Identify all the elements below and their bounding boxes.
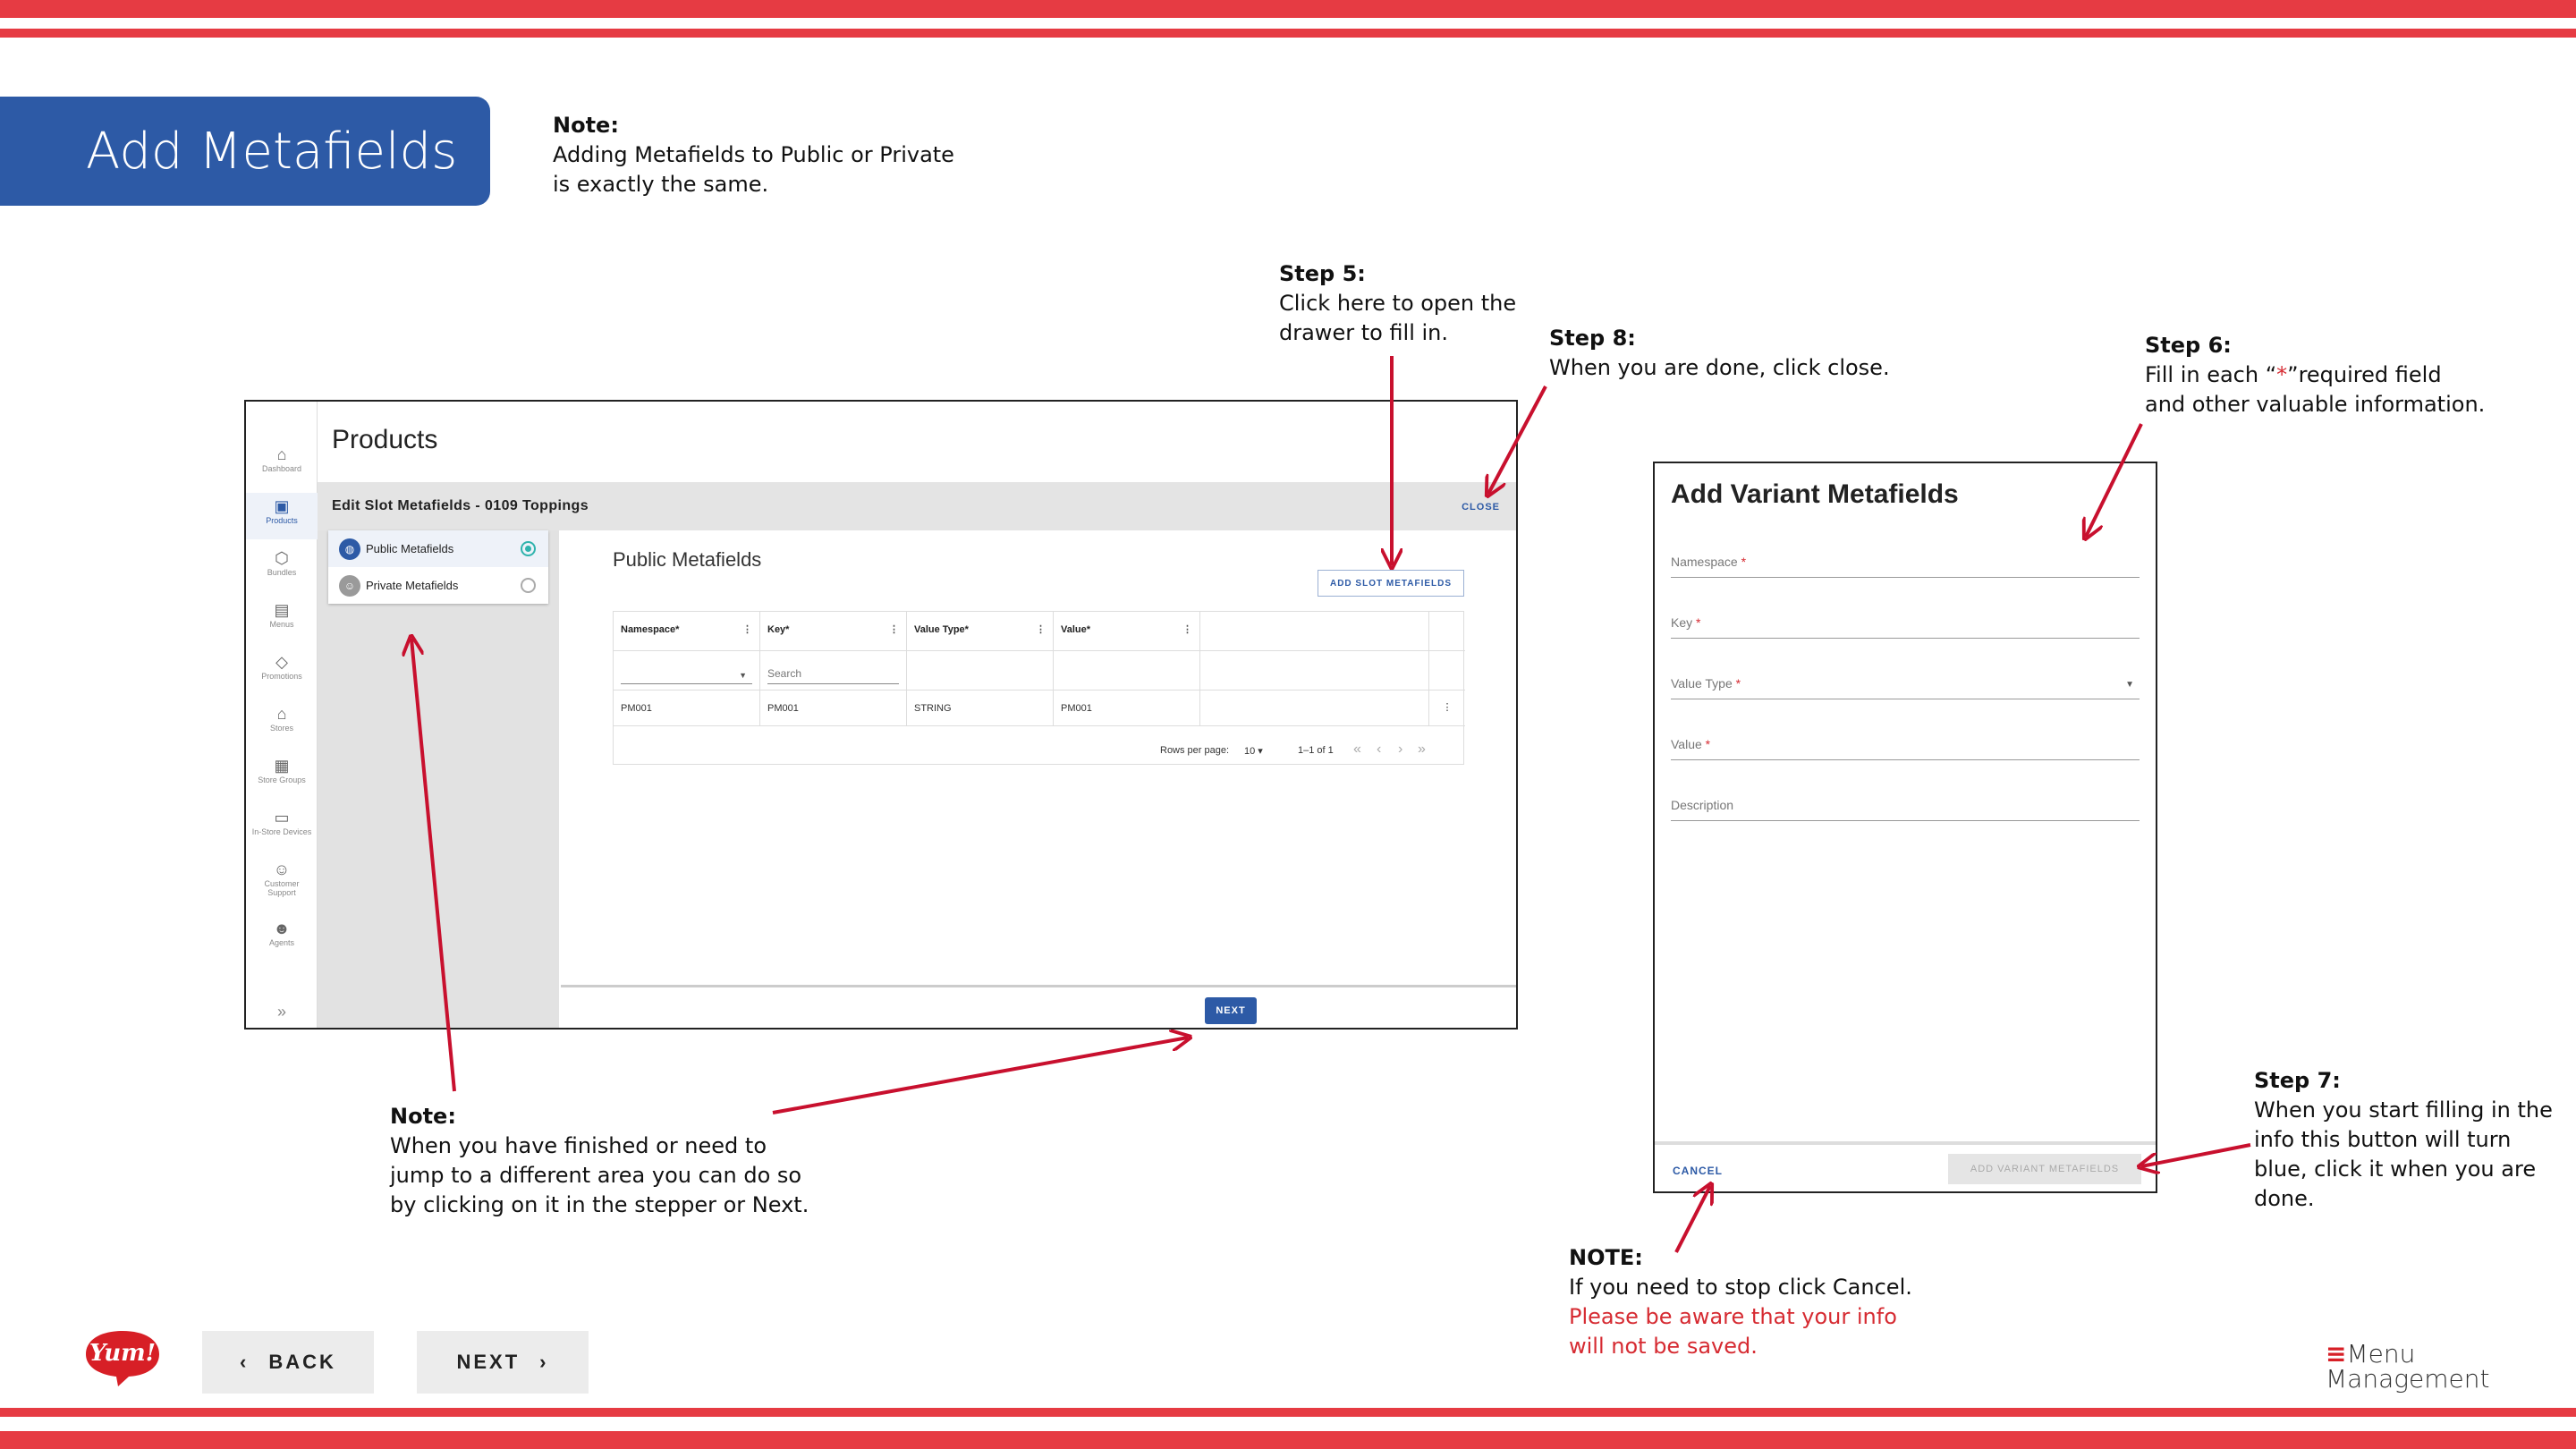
stepper-next-button[interactable]: NEXT <box>1205 997 1257 1024</box>
rail-item-label: Store Groups <box>258 775 306 784</box>
table-cell: PM001 <box>614 691 760 726</box>
column-menu-icon[interactable]: ⋮ <box>889 624 899 635</box>
bottom-stripe-thin <box>0 1408 2576 1417</box>
yum-logo <box>84 1327 161 1388</box>
step7-line2: info this button will turn <box>2254 1127 2512 1152</box>
first-page-icon[interactable]: « <box>1353 741 1361 757</box>
step8-line1: When you are done, click close. <box>1549 355 1890 380</box>
rail-item-label: Bundles <box>267 568 297 577</box>
rail-item-label-line2: Support <box>267 888 296 897</box>
box-icon: ▣ <box>274 497 290 515</box>
products-title: Products <box>332 425 438 454</box>
namespace-field[interactable]: Namespace * <box>1671 542 2140 578</box>
chevron-left-icon: ‹ <box>240 1351 250 1373</box>
top-note-line1: Adding Metafields to Public or Private <box>553 142 954 167</box>
edit-slot-title: Edit Slot Metafields - 0109 Toppings <box>332 498 589 513</box>
arrow-step7 <box>2141 1145 2250 1166</box>
back-label: BACK <box>268 1351 336 1373</box>
home-icon: ⌂ <box>276 445 287 463</box>
cube-icon: ⬡ <box>275 549 289 567</box>
dropdown-caret-icon: ▼ <box>739 671 747 680</box>
column-menu-icon[interactable]: ⋮ <box>742 624 752 635</box>
step5-line2: drawer to fill in. <box>1279 320 1449 345</box>
document-icon: ▤ <box>274 601 290 619</box>
rail-item-label: Products <box>266 516 298 525</box>
user-lock-icon: ☺ <box>339 575 360 597</box>
add-slot-metafields-button[interactable]: ADD SLOT METAFIELDS <box>1318 570 1464 597</box>
step8-heading: Step 8: <box>1549 326 1636 351</box>
step6-line1-b: ”required field <box>2287 362 2442 387</box>
arrow-note-next <box>773 1038 1188 1113</box>
top-note-line2: is exactly the same. <box>553 172 769 197</box>
chevron-right-icon: › <box>539 1351 549 1373</box>
close-button[interactable]: CLOSE <box>1462 502 1500 513</box>
next-page-icon[interactable]: › <box>1398 741 1403 757</box>
step5-heading: Step 5: <box>1279 261 1366 286</box>
dropdown-caret-icon: ▼ <box>2125 680 2134 690</box>
arrow-note-stepper <box>411 639 454 1091</box>
rail-item-label: Stores <box>269 724 293 733</box>
cancel-note-warn1: Please be aware that your info <box>1569 1304 1897 1329</box>
row-menu-icon[interactable]: ⋮ <box>1429 691 1465 726</box>
add-variant-metafields-button[interactable]: ADD VARIANT METAFIELDS <box>1948 1154 2141 1184</box>
rail-item-label: Customer <box>264 879 300 888</box>
cancel-button[interactable]: CANCEL <box>1673 1165 1723 1177</box>
value-type-select[interactable]: Value Type * ▼ <box>1671 664 2140 699</box>
step6-star: * <box>2276 362 2288 387</box>
arrow-step8 <box>1488 386 1546 494</box>
bottom-stripe-thick <box>0 1431 2576 1449</box>
support-icon: ☺ <box>273 860 291 878</box>
step6-line1-a: Fill in each “ <box>2145 362 2277 387</box>
bottom-note-line1: When you have finished or need to <box>390 1133 767 1158</box>
svg-text:Yum!: Yum! <box>89 1340 157 1367</box>
rows-per-page-label: Rows per page: <box>1160 745 1230 756</box>
monitor-icon: ▭ <box>274 809 290 826</box>
step7-line4: done. <box>2254 1186 2315 1211</box>
tag-icon: ◇ <box>275 653 288 671</box>
col-value-type-label: Value Type* <box>914 624 969 635</box>
page-title: Add Metafields <box>0 97 490 206</box>
rail-item-label: In-Store Devices <box>251 827 312 836</box>
table-cell: PM001 <box>1054 691 1200 726</box>
mm-line1: ≡Menu <box>2326 1339 2416 1368</box>
arrow-cancel <box>1676 1186 1710 1252</box>
rail-item-label: Agents <box>268 938 295 947</box>
cancel-note-warn2: will not be saved. <box>1569 1334 1758 1359</box>
rail-item-label: Menus <box>269 620 294 629</box>
grid-icon: ▦ <box>274 757 290 775</box>
step7-line1: When you start filling in the <box>2254 1097 2553 1123</box>
next-button[interactable] <box>417 1331 589 1394</box>
rows-per-page-select[interactable]: 10 ▾ <box>1244 746 1263 757</box>
step7-heading: Step 7: <box>2254 1068 2341 1093</box>
search-placeholder: Search <box>767 667 802 680</box>
last-page-icon[interactable]: » <box>1418 741 1426 757</box>
table-cell: STRING <box>907 691 1054 726</box>
step7-line3: blue, click it when you are <box>2254 1157 2537 1182</box>
col-key-label: Key* <box>767 624 790 635</box>
bottom-note-line2: jump to a different area you can do so <box>390 1163 802 1188</box>
step-private-label: Private Metafields <box>366 579 459 592</box>
table-cell: PM001 <box>760 691 907 726</box>
bottom-note-heading: Note: <box>390 1104 456 1129</box>
cancel-note-heading: NOTE: <box>1569 1245 1643 1270</box>
page-range: 1–1 of 1 <box>1298 745 1334 756</box>
column-menu-icon[interactable]: ⋮ <box>1036 624 1046 635</box>
back-button[interactable] <box>202 1331 374 1394</box>
step5-line1: Click here to open the <box>1279 291 1517 316</box>
expand-rail-icon[interactable]: » <box>276 1003 286 1021</box>
column-menu-icon[interactable]: ⋮ <box>1182 624 1192 635</box>
rail-item-label: Promotions <box>261 672 302 681</box>
step6-line2: and other valuable information. <box>2145 392 2486 417</box>
drawer-title: Add Variant Metafields <box>1671 479 1959 509</box>
next-label: NEXT <box>456 1351 521 1373</box>
section-title: Public Metafields <box>613 548 762 571</box>
rail-item-label: Dashboard <box>261 464 302 473</box>
col-namespace-label: Namespace* <box>621 624 680 635</box>
step-public-label: Public Metafields <box>366 542 454 555</box>
menu-management-logo <box>2326 1339 2490 1394</box>
bottom-note-line3: by clicking on it in the stepper or Next. <box>390 1192 809 1217</box>
people-icon: ☻ <box>273 919 291 937</box>
store-icon: ⌂ <box>276 705 287 723</box>
mm-line2: Management <box>2326 1364 2490 1394</box>
value-field[interactable]: Value * <box>1671 724 2140 760</box>
arrow-step6 <box>2086 424 2141 537</box>
col-value-label: Value* <box>1061 624 1091 635</box>
key-field[interactable]: Key * <box>1671 603 2140 639</box>
globe-icon: ◍ <box>339 538 360 560</box>
step6-heading: Step 6: <box>2145 333 2232 358</box>
prev-page-icon[interactable]: ‹ <box>1377 741 1382 757</box>
cancel-note-line1: If you need to stop click Cancel. <box>1569 1275 1912 1300</box>
top-note-heading: Note: <box>553 113 619 138</box>
description-field[interactable]: Description <box>1671 785 2140 821</box>
